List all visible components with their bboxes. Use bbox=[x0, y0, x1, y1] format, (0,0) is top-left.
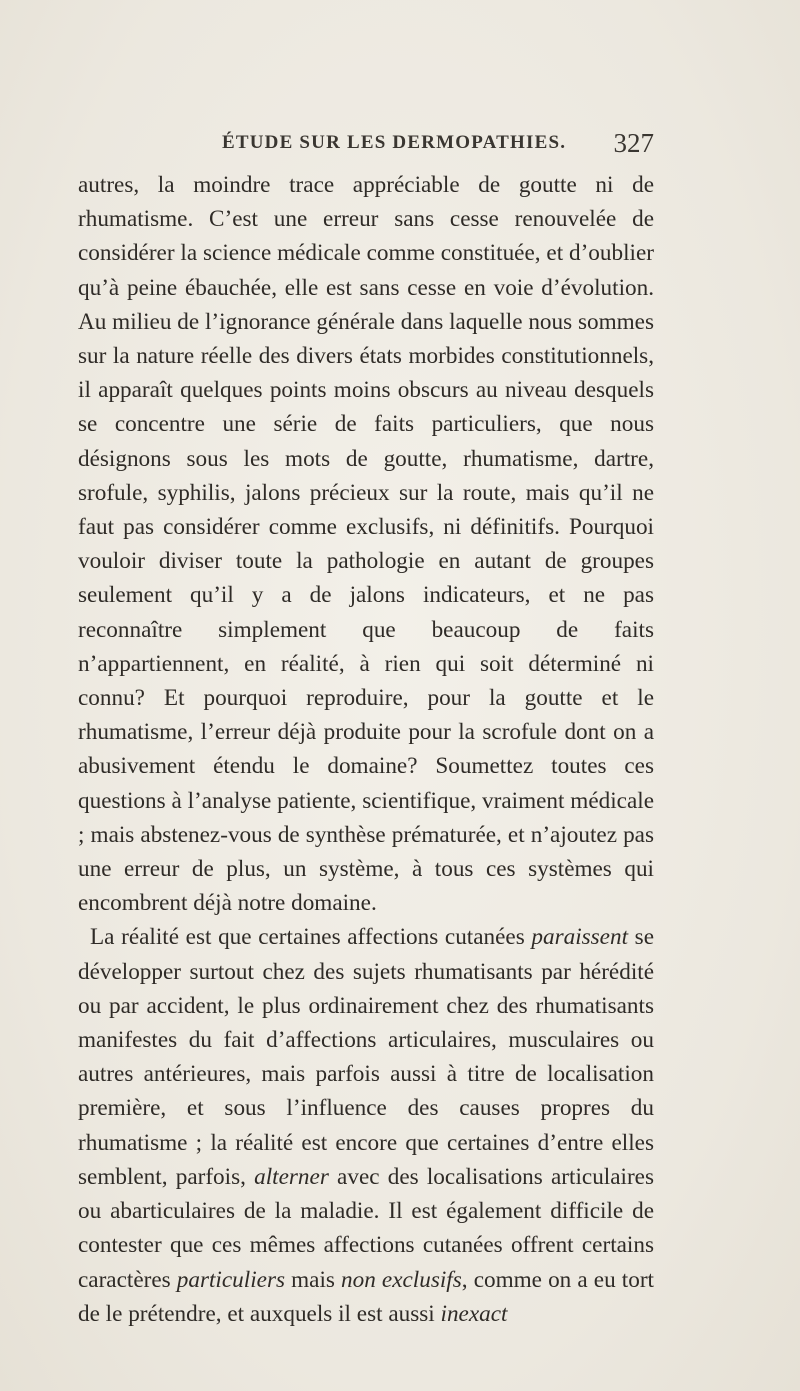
italic-inexact: inexact bbox=[440, 1300, 508, 1327]
italic-particuliers: particuliers bbox=[176, 1266, 285, 1293]
body-text bbox=[78, 168, 654, 1331]
page-number: 327 bbox=[613, 128, 654, 158]
paragraph-2-text-3: avec des localisations articulaires ou abarticulaires de la maladie. Il est également difficile de contester que ces mêmes affections cutanées offrent certains caractères bbox=[78, 1163, 654, 1293]
paragraph-2-text-1: La réalité est que certaines affections cutanées bbox=[90, 924, 532, 951]
paragraph-2-text-5: , comme on a eu tort de le prétendre, et auxquels il est aussi bbox=[78, 1266, 654, 1327]
italic-non-exclusifs: non exclusifs bbox=[341, 1266, 462, 1293]
italic-alterner: alterner bbox=[254, 1163, 329, 1190]
paragraph-2-text-4: mais bbox=[285, 1266, 342, 1293]
running-head bbox=[78, 128, 654, 162]
running-title: ÉTUDE SUR LES DERMOPATHIES. bbox=[222, 132, 567, 153]
paragraph-1: autres, la moindre trace appréciable de goutte ni de rhumatisme. C’est une erreur sans cesse renouvelée de considérer la science médicale comme constituée, et d’oublier qu’à peine ébauchée, elle est sans cesse en voie d’évolution. Au milieu de l’ignorance générale dans laquelle nous sommes sur la nature réelle des divers états morbides constitutionnels, il apparaît quelques points moins obscurs au niveau desquels se concentre une série de faits particuliers, que nous désignons sous les mots de goutte, rhumatisme, dartre, srofule, syphilis, jalons précieux sur la route, mais qu’il ne faut pas considérer comme exclusifs, ni définitifs. Pourquoi vouloir diviser toute la pathologie en autant de groupes seulement qu’il y a de jalons indicateurs, et ne pas reconnaître simplement que beaucoup de faits n’appartiennent, en réalité, à rien qui soit déterminé ni connu? Et pourquoi reproduire, pour la goutte et le rhumatisme, l’erreur déjà produite pour la scrofule dont on a abusivement étendu le domaine? Soumettez toutes ces questions à l’analyse patiente, scientifique, vraiment médicale ; mais abstenez-vous de synthèse prématurée, et n’ajoutez pas une erreur de plus, un système, à tous ces systèmes qui encombrent déjà notre domaine. bbox=[78, 172, 654, 917]
paragraph-2 bbox=[78, 920, 654, 1330]
italic-paraissent: paraissent bbox=[531, 924, 629, 951]
paragraph-2-text-2: se développer surtout chez des sujets rhumatisants par hérédité ou par accident, le plus ordinairement chez des rhumatisants manifestes du fait d’affections articulaires, musculaires ou autres antérieures, mais parfois aussi à titre de localisation première, et sous l’influence des causes propres du rhumatisme ; la réalité est encore que certaines d’entre elles semblent, parfois, bbox=[78, 924, 654, 1190]
